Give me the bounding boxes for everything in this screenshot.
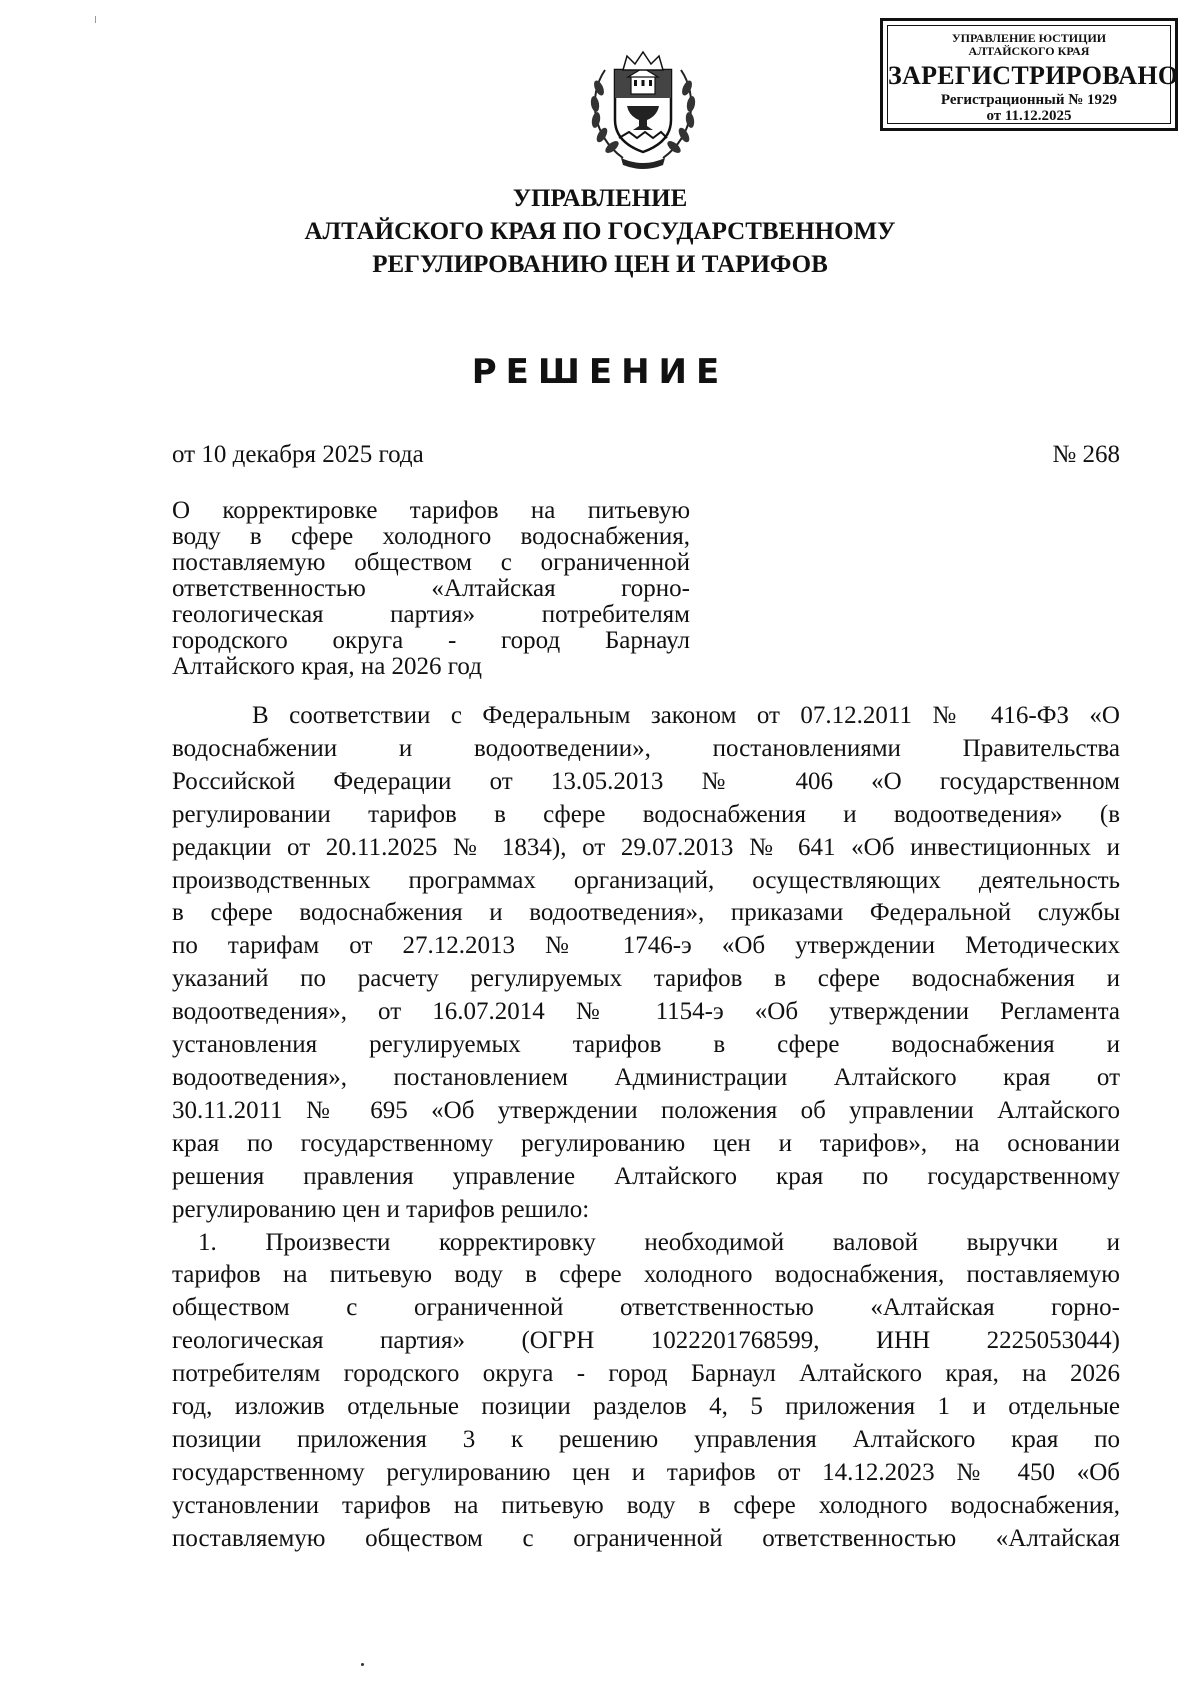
body-line: производственных программах организаций, осуществляющих деятельность — [172, 866, 1120, 894]
body-line: поставляемую обществом с ограниченной ответственностью «Алтайская — [172, 1524, 1120, 1552]
body-line: решения правления управление Алтайского края по государственному — [172, 1162, 1120, 1190]
authority-line1: УПРАВЛЕНИЕ — [512, 185, 688, 212]
scan-dot — [361, 1663, 364, 1666]
subject-line: Алтайского края, на 2026 год — [172, 653, 482, 680]
body-line: 30.11.2011 № 695 «Об утверждении положения об управлении Алтайского — [172, 1096, 1120, 1124]
body-line: государственному регулированию цен и тарифов от 14.12.2023 № 450 «Об — [172, 1458, 1120, 1486]
subject-line: О корректировке тарифов на питьевую — [172, 497, 690, 524]
authority-line3: РЕГУЛИРОВАНИЮ ЦЕН И ТАРИФОВ — [372, 251, 828, 278]
body-line: регулированию цен и тарифов решило: — [172, 1195, 590, 1223]
body-line: позиции приложения 3 к решению управления Алтайского края по — [172, 1425, 1120, 1453]
body-line: регулировании тарифов в сфере водоснабжения и водоотведения» (в — [172, 800, 1120, 828]
authority-line2: АЛТАЙСКОГО КРАЯ ПО ГОСУДАРСТВЕННОМУ — [304, 218, 896, 245]
altai-krai-coat-of-arms-icon — [583, 40, 703, 175]
decision-number: № 268 — [1052, 441, 1120, 468]
registration-stamp — [880, 18, 1178, 131]
scan-mark — [95, 16, 96, 23]
body-line: водоотведения», постановлением Администрации Алтайского края от — [172, 1063, 1120, 1091]
body-line: Российской Федерации от 13.05.2013 № 406 «О государственном — [172, 767, 1120, 795]
stamp-agency-line2: АЛТАЙСКОГО КРАЯ — [968, 44, 1090, 58]
body-line: геологическая партия» (ОГРН 1022201768599, ИНН 2225053044) — [172, 1327, 1120, 1355]
date-number-line — [172, 440, 1120, 470]
subject-line: поставляемую обществом с ограниченной — [172, 549, 690, 576]
decision-subject — [172, 498, 690, 680]
body-line: В соответствии с Федеральным законом от 07.12.2011 № 416-ФЗ «О — [252, 702, 1120, 729]
body-line: год, изложив отдельные позиции разделов 4, 5 приложения 1 и отдельные — [172, 1393, 1120, 1421]
stamp-agency-line1: УПРАВЛЕНИЕ ЮСТИЦИИ — [951, 31, 1107, 45]
body-line: тарифов на питьевую воду в сфере холодного водоснабжения, поставляемую — [172, 1261, 1120, 1289]
decision-date: от 10 декабря 2025 года — [172, 441, 424, 468]
subject-line: ответственностью «Алтайская горно- — [172, 575, 690, 602]
body-line: по тарифам от 27.12.2013 № 1746-э «Об утверждении Методических — [172, 932, 1120, 960]
subject-line: воду в сфере холодного водоснабжения, — [172, 523, 690, 550]
stamp-reg-number: Регистрационный № 1929 — [940, 92, 1118, 108]
body-line: потребителям городского округа - город Барнаул Алтайского края, на 2026 — [172, 1360, 1120, 1388]
registration-stamp-inner — [887, 25, 1179, 124]
subject-line: геологическая партия» потребителям — [172, 601, 690, 628]
body-line: установлении тарифов на питьевую воду в сфере холодного водоснабжения, — [172, 1491, 1120, 1519]
body-line: редакции от 20.11.2025 № 1834), от 29.07.2013 № 641 «Об инвестиционных и — [172, 833, 1120, 861]
stamp-status: ЗАРЕГИСТРИРОВАНО — [888, 61, 1179, 90]
body-line: водоотведения», от 16.07.2014 № 1154-э «Об утверждении Регламента — [172, 998, 1120, 1026]
body-line: обществом с ограниченной ответственностью «Алтайская горно- — [172, 1294, 1120, 1322]
body-line: 1. Произвести корректировку необходимой валовой выручки и — [198, 1228, 1120, 1256]
body-line: указаний по расчету регулируемых тарифов в сфере водоснабжения и — [172, 965, 1120, 993]
decision-body — [172, 700, 1120, 1556]
stamp-reg-date: от 11.12.2025 — [986, 108, 1072, 124]
body-line: водоснабжении и водоотведении», постановлениями Правительства — [172, 734, 1120, 762]
document-type-title: РЕШЕНИЕ — [471, 352, 729, 392]
body-line: края по государственному регулированию цен и тарифов», на основании — [172, 1129, 1120, 1157]
body-line: в сфере водоснабжения и водоотведения», приказами Федеральной службы — [172, 899, 1120, 927]
subject-line: городского округа - город Барнаул — [172, 627, 690, 654]
body-line: установления регулируемых тарифов в сфере водоснабжения и — [172, 1031, 1120, 1059]
